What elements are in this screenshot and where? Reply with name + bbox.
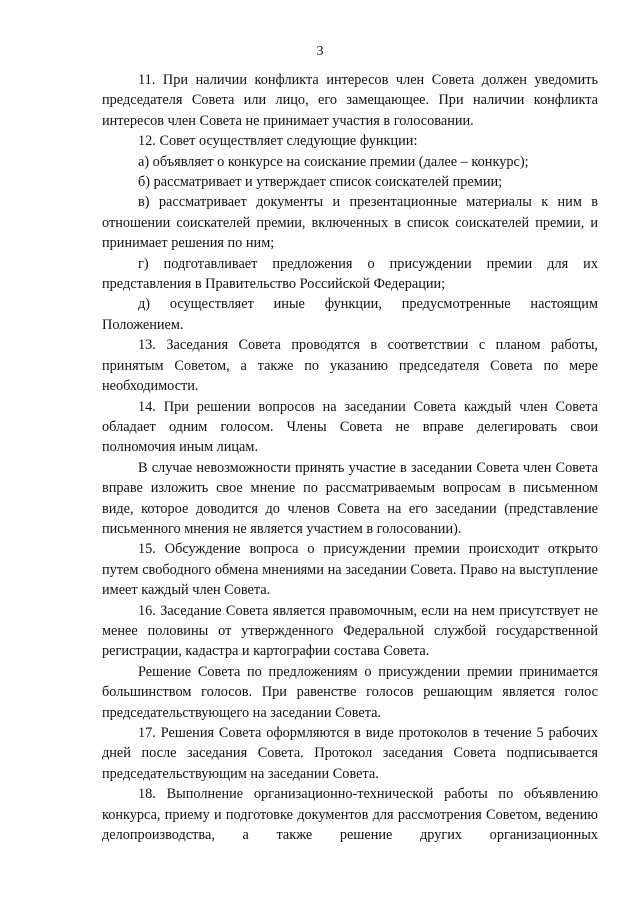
paragraph-13: 13. Заседания Совета проводятся в соответствии с планом работы, принятым Советом, а также по указанию председателя Совета по мере необходимости. xyxy=(102,337,598,395)
paragraph-12-a: а) объявляет о конкурсе на соискание премии (далее – конкурс); xyxy=(138,153,529,170)
paragraph-12-v: в) рассматривает документы и презентационные материалы к ним в отношении соискателей премии, включенных в список соискателей премии, и принимает решения по ним; xyxy=(102,194,598,252)
paragraph-12-b: б) рассматривает и утверждает список соискателей премии; xyxy=(138,174,503,191)
paragraph-17: 17. Решения Совета оформляются в виде протоколов в течение 5 рабочих дней после заседания Совета. Протокол заседания Совета подписывается председательствующим на заседании Совета. xyxy=(102,725,598,782)
paragraph-16: 16. Заседание Совета является правомочным, если на нем присутствует не менее половины от утвержденного Федеральной службой государственной регистрации, кадастра и картографии состава Совета. xyxy=(102,602,598,660)
paragraph-18: 18. Выполнение организационно-технической работы по объявлению конкурса, приему и подготовке документов для рассмотрения Советом, ведению делопроизводства, а также решение других организационных xyxy=(102,786,598,844)
paragraph-12: 12. Совет осуществляет следующие функции: xyxy=(138,133,418,150)
paragraph-11: 11. При наличии конфликта интересов член Совета должен уведомить председателя Совета или лицо, его замещающее. При наличии конфликта интересов член Совета не принимает участия в голосовании. xyxy=(102,72,598,129)
paragraph-14-continued: В случае невозможности принять участие в заседании Совета член Совета вправе изложить свое мнение по рассматриваемым вопросам в письменном виде, которое доводится до членов Совета на его заседании (представление письменного мнения не является участием в голосовании). xyxy=(102,459,598,537)
paragraph-12-d: д) осуществляет иные функции, предусмотренные настоящим Положением. xyxy=(102,296,598,333)
paragraph-12-g: г) подготавливает предложения о присуждении премии для их представления в Правительство Российской Федерации; xyxy=(102,255,598,293)
document-body xyxy=(102,70,598,845)
paragraph-15: 15. Обсуждение вопроса о присуждении премии происходит открыто путем свободного обмена мнениями на заседании Совета. Право на выступление имеет каждый член Совета. xyxy=(102,541,598,599)
page-number: 3 xyxy=(316,44,324,59)
paragraph-16-continued: Решение Совета по предложениям о присуждении премии принимается большинством голосов. При равенстве голосов решающим является голос председательствующего на заседании Совета. xyxy=(102,663,598,721)
paragraph-14: 14. При решении вопросов на заседании Совета каждый член Совета обладает одним голосом. Члены Совета не вправе делегировать свои полномочия иным лицам. xyxy=(102,398,598,456)
